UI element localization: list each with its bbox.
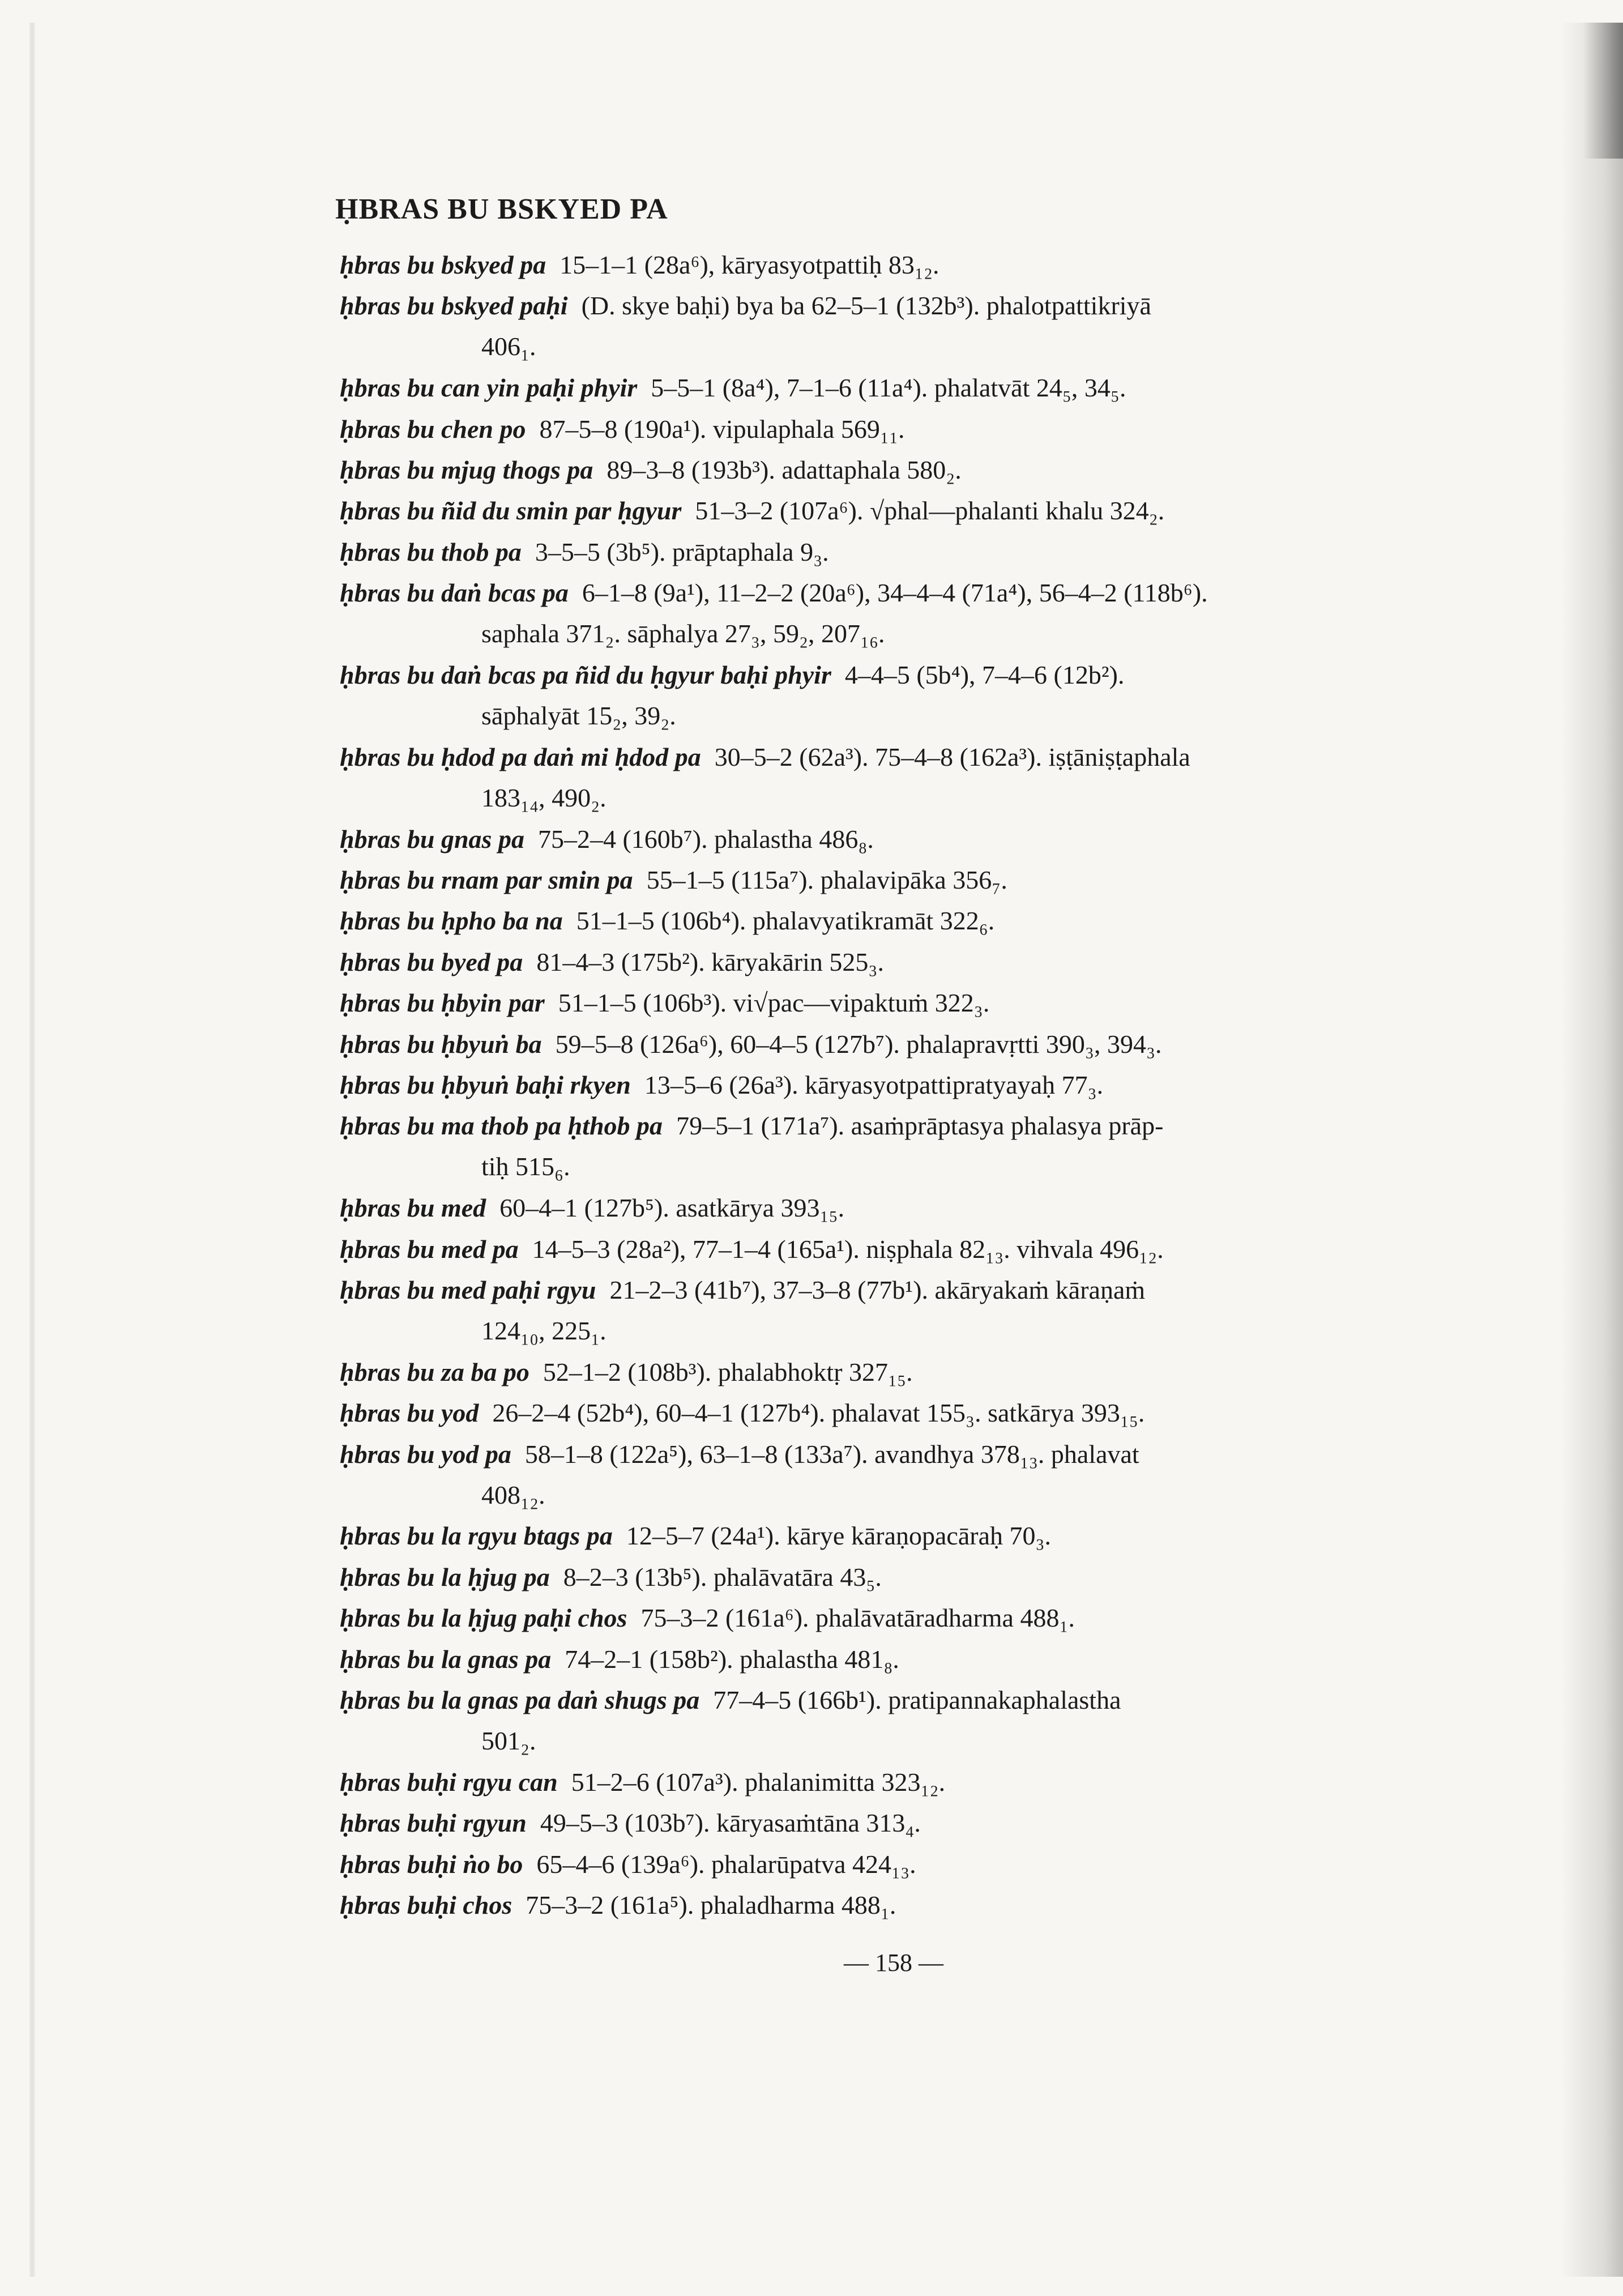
entry-line (340, 983, 1450, 1023)
entry-line (340, 737, 1450, 778)
reference-text: 52–1–2 (108b³). phalabhoktṛ 327₁₅. (543, 1357, 913, 1386)
reference-text: 58–1–8 (122a⁵), 63–1–8 (133a⁷). avandhya 378₁₃. phalavat (524, 1439, 1139, 1469)
dictionary-entry (340, 1065, 1450, 1106)
entry-line (340, 1803, 1450, 1843)
entry-line (340, 368, 1450, 408)
entry-line (340, 1639, 1450, 1680)
tibetan-term: ḥbras bu ḥbyuṅ baḥi rkyen (340, 1070, 631, 1099)
entry-line (340, 1188, 1450, 1228)
dictionary-entry (340, 245, 1450, 285)
reference-text: (D. skye baḥi) bya ba 62–5–1 (132b³). phalotpattikriyā (581, 291, 1151, 321)
entry-line (340, 285, 1450, 326)
reference-text: 60–4–1 (127b⁵). asatkārya 393₁₅. (499, 1193, 845, 1223)
entry-continuation-line (340, 695, 1450, 736)
entry-line (340, 860, 1450, 901)
tibetan-term: ḥbras bu la rgyu btags pa (340, 1521, 613, 1551)
reference-text: 3–5–5 (3b⁵). prāptaphala 9₃. (535, 537, 829, 566)
tibetan-term: ḥbras bu yod (340, 1398, 479, 1428)
entry-line (340, 655, 1450, 695)
entry-line (340, 1762, 1450, 1803)
entry-line (340, 1106, 1450, 1146)
dictionary-entry (340, 1352, 1450, 1393)
reference-text: 4–4–5 (5b⁴), 7–4–6 (12b²). (844, 660, 1125, 689)
dictionary-entry (340, 819, 1450, 860)
dictionary-entry (340, 1844, 1450, 1885)
reference-text: 75–3–2 (161a⁶). phalāvatāradharma 488₁. (640, 1603, 1075, 1633)
reference-text: 65–4–6 (139a⁶). phalarūpatva 424₁₃. (536, 1849, 916, 1879)
reference-text: saphala 371₂. sāphalya 27₃, 59₂, 207₁₆. (481, 619, 885, 648)
tibetan-term: ḥbras bu daṅ bcas pa (340, 578, 569, 608)
tibetan-term: ḥbras bu rnam par smin pa (340, 865, 633, 894)
entry-continuation-line (340, 1721, 1450, 1761)
dictionary-entry (340, 1434, 1450, 1516)
tibetan-term: ḥbras bu can yin paḥi phyir (340, 373, 638, 403)
entry-line (340, 450, 1450, 490)
reference-text: 26–2–4 (52b⁴), 60–4–1 (127b⁴). phalavat 155₃. satkārya 393₁₅. (492, 1398, 1145, 1428)
dictionary-entry (340, 490, 1450, 531)
reference-text: 49–5–3 (103b⁷). kāryasaṁtāna 313₄. (540, 1808, 921, 1838)
entry-continuation-line (340, 613, 1450, 654)
entry-line (340, 1885, 1450, 1926)
reference-text: 30–5–2 (62a³). 75–4–8 (162a³). iṣṭāniṣṭaphala (714, 742, 1190, 771)
tibetan-term: ḥbras buḥi rgyu can (340, 1767, 558, 1796)
tibetan-term: ḥbras bu la gnas pa daṅ shugs pa (340, 1685, 700, 1714)
reference-text: 408₁₂. (481, 1480, 545, 1509)
dictionary-entry (340, 573, 1450, 654)
tibetan-term: ḥbras bu byed pa (340, 947, 523, 976)
entry-line (340, 1229, 1450, 1270)
reference-text: 75–3–2 (161a⁵). phaladharma 488₁. (526, 1890, 896, 1919)
dictionary-entry (340, 409, 1450, 450)
entry-continuation-line (340, 1311, 1450, 1351)
dictionary-entry (340, 901, 1450, 941)
tibetan-term: ḥbras bu chen po (340, 414, 526, 443)
entry-line (340, 245, 1450, 285)
reference-text: 13–5–6 (26a³). kāryasyotpattipratyayaḥ 77₃. (644, 1070, 1104, 1099)
reference-text: 15–1–1 (28a⁶), kāryasyotpattiḥ 83₁₂. (559, 250, 939, 279)
reference-text: 6–1–8 (9a¹), 11–2–2 (20a⁶), 34–4–4 (71a⁴), 56–4–2 (118b⁶). (582, 578, 1208, 608)
entry-line (340, 1598, 1450, 1638)
dictionary-entry (340, 1188, 1450, 1228)
dictionary-entry (340, 983, 1450, 1023)
dictionary-entry (340, 1598, 1450, 1638)
entry-continuation-line (340, 1146, 1450, 1187)
dictionary-entry (340, 1106, 1450, 1187)
tibetan-term: ḥbras bu thob pa (340, 537, 522, 566)
reference-text: 406₁. (481, 332, 536, 361)
dictionary-entry (340, 1516, 1450, 1556)
tibetan-term: ḥbras bu med paḥi rgyu (340, 1275, 596, 1304)
reference-text: 55–1–5 (115a⁷). phalavipāka 356₇. (646, 865, 1007, 894)
reference-text: 51–2–6 (107a³). phalanimitta 323₁₂. (571, 1767, 946, 1796)
entry-line (340, 409, 1450, 450)
tibetan-term: ḥbras buḥi rgyun (340, 1808, 527, 1838)
page-number: — 158 — (844, 1949, 943, 1977)
dictionary-entry (340, 368, 1450, 408)
entry-line (340, 1516, 1450, 1556)
dictionary-entry (340, 1393, 1450, 1433)
tibetan-term: ḥbras buḥi chos (340, 1890, 512, 1919)
dictionary-entry (340, 532, 1450, 573)
dictionary-entry (340, 860, 1450, 901)
reference-text: 124₁₀, 225₁. (481, 1316, 607, 1345)
dictionary-entry (340, 1680, 1450, 1761)
tibetan-term: ḥbras bu gnas pa (340, 824, 524, 853)
entry-line (340, 1557, 1450, 1598)
entry-line (340, 819, 1450, 860)
dictionary-entry (340, 737, 1450, 818)
tibetan-term: ḥbras bu ḥdod pa daṅ mi ḥdod pa (340, 742, 701, 771)
tibetan-term: ḥbras bu ḥbyin par (340, 988, 545, 1018)
reference-text: 77–4–5 (166b¹). pratipannakaphalastha (713, 1685, 1121, 1714)
reference-text: 14–5–3 (28a²), 77–1–4 (165a¹). niṣphala 82₁₃. vihvala 496₁₂. (532, 1234, 1164, 1264)
dictionary-entry (340, 942, 1450, 983)
entry-line (340, 901, 1450, 941)
entry-continuation-line (340, 326, 1450, 367)
reference-text: tiḥ 515₆. (481, 1152, 570, 1181)
tibetan-term: ḥbras bu ma thob pa ḥthob pa (340, 1111, 663, 1141)
section-heading: ḤBRAS BU BSKYED PA (335, 193, 668, 225)
reference-text: sāphalyāt 15₂, 39₂. (481, 701, 676, 730)
dictionary-entry (340, 1270, 1450, 1351)
dictionary-entry (340, 1885, 1450, 1926)
tibetan-term: ḥbras bu ñid du smin par ḥgyur (340, 496, 682, 526)
tibetan-term: ḥbras bu la ḥjug pa (340, 1562, 550, 1591)
tibetan-term: ḥbras bu daṅ bcas pa ñid du ḥgyur baḥi phyir (340, 660, 831, 689)
dictionary-entry (340, 1024, 1450, 1065)
dictionary-entry (340, 1803, 1450, 1843)
entry-line (340, 942, 1450, 983)
entry-line (340, 1393, 1450, 1433)
entry-line (340, 1024, 1450, 1065)
tibetan-term: ḥbras bu yod pa (340, 1439, 511, 1469)
tibetan-term: ḥbras bu bskyed pa (340, 250, 546, 279)
reference-text: 75–2–4 (160b⁷). phalastha 486₈. (537, 824, 874, 853)
dictionary-entry (340, 285, 1450, 367)
entry-line (340, 1065, 1450, 1106)
dictionary-entry (340, 655, 1450, 736)
tibetan-term: ḥbras bu bskyed paḥi (340, 291, 568, 321)
entry-continuation-line (340, 778, 1450, 818)
tibetan-term: ḥbras bu mjug thogs pa (340, 455, 593, 484)
entry-line (340, 532, 1450, 573)
entry-line (340, 490, 1450, 531)
reference-text: 81–4–3 (175b²). kāryakārin 525₃. (536, 947, 884, 976)
tibetan-term: ḥbras bu ḥbyuṅ ba (340, 1029, 542, 1059)
tibetan-term: ḥbras bu med pa (340, 1234, 519, 1264)
tibetan-term: ḥbras bu la ḥjug paḥi chos (340, 1603, 627, 1633)
reference-text: 21–2–3 (41b⁷), 37–3–8 (77b¹). akāryakaṁ kāraṇaṁ (609, 1275, 1146, 1304)
reference-text: 59–5–8 (126a⁶), 60–4–5 (127b⁷). phalapravṛtti 390₃, 394₃. (555, 1029, 1162, 1059)
entry-line (340, 1434, 1450, 1475)
dictionary-entry (340, 1229, 1450, 1270)
reference-text: 74–2–1 (158b²). phalastha 481₈. (565, 1644, 899, 1674)
tibetan-term: ḥbras bu ḥpho ba na (340, 906, 563, 936)
reference-text: 51–1–5 (106b⁴). phalavyatikramāt 322₆. (576, 906, 995, 936)
reference-text: 12–5–7 (24a¹). kārye kāraṇopacāraḥ 70₃. (626, 1521, 1052, 1551)
reference-text: 183₁₄, 490₂. (481, 783, 607, 812)
reference-text: 87–5–8 (190a¹). vipulaphala 569₁₁. (539, 414, 905, 443)
entry-continuation-line (340, 1475, 1450, 1516)
entry-line (340, 1844, 1450, 1885)
dictionary-entry (340, 1639, 1450, 1680)
reference-text: 5–5–1 (8a⁴), 7–1–6 (11a⁴). phalatvāt 24₅, 34₅. (651, 373, 1126, 403)
dictionary-entry (340, 450, 1450, 490)
reference-text: 8–2–3 (13b⁵). phalāvatāra 43₅. (563, 1562, 882, 1591)
tibetan-term: ḥbras bu la gnas pa (340, 1644, 552, 1674)
reference-text: 79–5–1 (171a⁷). asaṁprāptasya phalasya prāp- (676, 1111, 1164, 1141)
tibetan-term: ḥbras bu za ba po (340, 1357, 529, 1386)
dictionary-entry (340, 1557, 1450, 1598)
tibetan-term: ḥbras buḥi ṅo bo (340, 1849, 523, 1879)
dictionary-entry (340, 1762, 1450, 1803)
reference-text: 89–3–8 (193b³). adattaphala 580₂. (607, 455, 962, 484)
entry-line (340, 1352, 1450, 1393)
entry-line (340, 1270, 1450, 1311)
reference-text: 51–3–2 (107a⁶). √phal—phalanti khalu 324₂. (695, 496, 1165, 526)
reference-text: 501₂. (481, 1726, 536, 1755)
tibetan-term: ḥbras bu med (340, 1193, 486, 1223)
entry-line (340, 1680, 1450, 1721)
entry-line (340, 573, 1450, 613)
reference-text: 51–1–5 (106b³). vi√pac—vipaktuṁ 322₃. (558, 988, 990, 1018)
